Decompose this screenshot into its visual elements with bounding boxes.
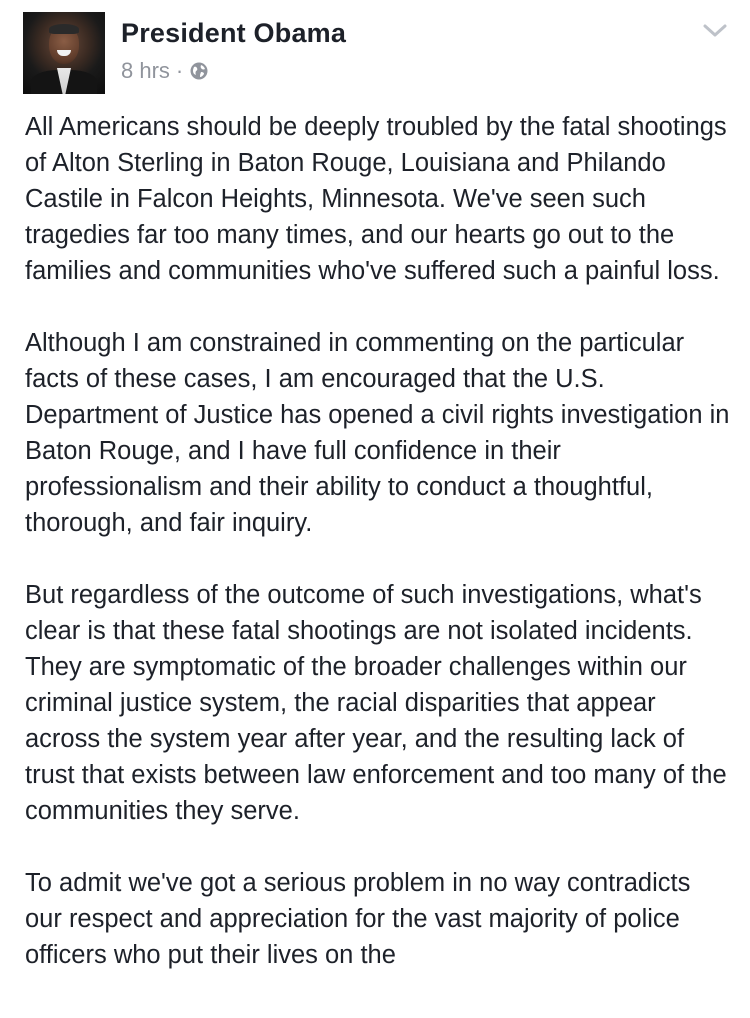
avatar-hair (49, 24, 79, 34)
post-paragraph: But regardless of the outcome of such investigations, what's clear is that these fatal shootings are not isolated incidents. They are symptomatic of the broader challenges within our criminal justice system, the racial disparities that appear across the system year after year, and the resulting lack of trust that exists between law enforcement and too many of the communities they serve. (25, 581, 727, 825)
post-paragraph: To admit we've got a serious problem in no way contradicts our respect and appreciation for the vast majority of police officers who put their lives on the (25, 869, 691, 969)
post-timestamp[interactable]: 8 hrs (121, 58, 170, 83)
author-name[interactable]: President Obama (121, 18, 347, 48)
post-meta (121, 58, 209, 84)
post-paragraph: Although I am constrained in commenting on the particular facts of these cases, I am encouraged that the U.S. Department of Justice has opened a civil rights investigation in Baton Rouge, and I have full confidence in their professionalism and their ability to conduct a thoughtful, thorough, and fair inquiry. (25, 329, 730, 537)
author-avatar[interactable] (23, 12, 105, 94)
post-paragraph: All Americans should be deeply troubled by the fatal shootings of Alton Sterling in Baton Rouge, Louisiana and Philando Castile in Falcon Heights, Minnesota. We've seen such tragedies far too many times, and our hearts go out to the families and communities who've suffered such a painful loss. (25, 113, 727, 285)
post-body (25, 109, 730, 1009)
chevron-down-icon[interactable] (702, 22, 728, 40)
globe-icon[interactable] (189, 61, 209, 81)
meta-separator: · (175, 58, 184, 83)
